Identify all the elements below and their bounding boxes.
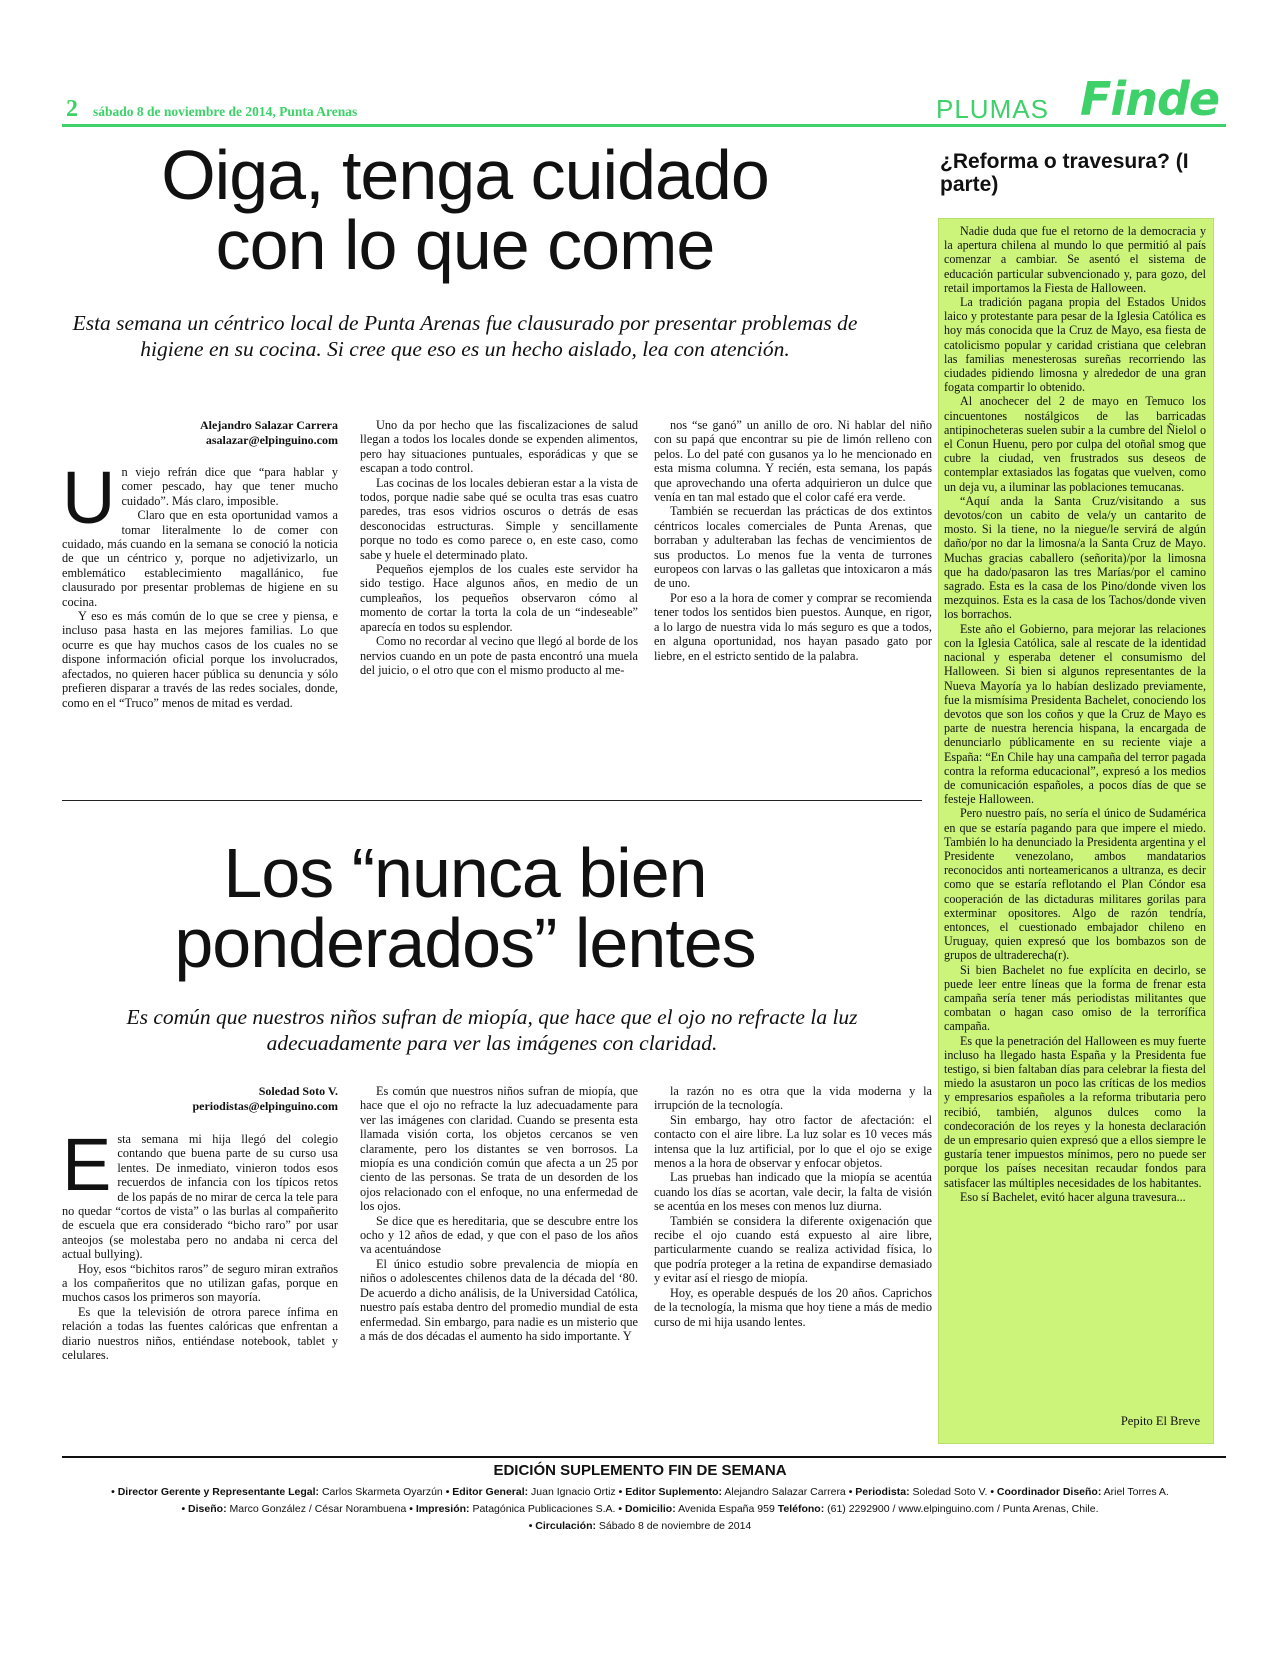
paragraph: Las cocinas de los locales debieran estar a la vista de todos, porque nadie sabe qué se oculta tras esas cuatro paredes, tras esos vidrios oscuros o detrás de esas desconocidas estructuras. Simple y sencillamente porque no todo es como parece o, en este caso, como sabe y huele el determinado plato. xyxy=(360,475,638,562)
paragraph: Pequeños ejemplos de los cuales este servidor ha sido testigo. Hace algunos años, en medio de un cumpleaños, los pequeños observaron cómo al momento de cortar la torta la cola de un “indeseable” aparecía en todos su esplendor. xyxy=(360,562,638,634)
paragraph: Al anochecer del 2 de mayo en Temuco los cincuentones nostálgicos de las barricadas antipinocheteras suelen subir a la cumbre del Ñielol o el Conun Huenu, pero por culpa del otoñal smog que cubre la ciudad, ven frustrados sus deseos de contemplar extasiados las fogatas que vuelven, como un deja vu, a iluminar las poblaciones temucanas. xyxy=(944,394,1206,494)
credit-label: • Domicilio: xyxy=(618,1503,676,1515)
article1-title xyxy=(62,136,868,284)
sidebar-signature: Pepito El Breve xyxy=(1120,1414,1200,1428)
article2-column-3 xyxy=(654,1084,932,1329)
credit-label: • Editor Suplemento: xyxy=(618,1486,723,1498)
paragraph: Se dice que es hereditaria, que se descubre entre los ocho y 12 años de edad, y que con el paso de los años va acentuándose xyxy=(360,1213,638,1257)
paragraph: Pero nuestro país, no sería el único de Sudamérica en que se estaría pagando para que impere el miedo. También lo ha denunciado la Presidenta argentina y el Presidente venezolano, ambos mandatarios reconocidos anti norteamericanos a ultranza, es decir como que se estaría reflotando el Plan Cóndor esa cooperación de las dictaduras militares gorilas para exterminar opositores. Algo de razón tendría, entonces, el cuestionado embajador chileno en Uruguay, quien expresó que los bombazos son de grupos de ultraderecha(r). xyxy=(944,806,1206,963)
article1-author: Alejandro Salazar Carrera xyxy=(200,418,338,432)
article-divider xyxy=(62,800,922,801)
credit-label: Teléfono: xyxy=(777,1503,825,1515)
paragraph: Las pruebas han indicado que la miopía se acentúa cuando los días se acortan, vale decir, la falta de visión se acentúa en los meses con menos luz diurna. xyxy=(654,1170,932,1214)
credit-value: Carlos Skarmeta Oyarzún xyxy=(319,1486,446,1498)
paragraph: sta semana mi hija llegó del colegio contando que buena parte de su curso usa lentes. De inmediato, vinieron todos esos recuerdos de infancia con los típicos retos de los papás de no mirar de cerca la tele para no quedar “cortos de vista” o las burlas al compañerito de escuela que era considerado “bicho raro” por usar anteojos (se molestaba pero no andaba ni cerca del actual bullying). xyxy=(62,1132,338,1262)
page-number: 2 xyxy=(66,96,78,122)
article2-deck: Es común que nuestros niños sufran de miopía, que hace que el ojo no refracte la luz adecuadamente para ver las imágenes con claridad. xyxy=(126,1005,858,1055)
footer-title: EDICIÓN SUPLEMENTO FIN DE SEMANA xyxy=(493,1462,787,1479)
article1-column-1 xyxy=(62,456,338,710)
article1-column-3 xyxy=(654,418,932,663)
paragraph: Es común que nuestros niños sufran de miopía, que hace que el ojo no refracte la luz adecuadamente para ver las imágenes con claridad. Cuando se presenta esta llamada visión corta, los objetos cercanos se ven claramente, pero los distantes se ven borrosos. La miopía es una condición común que afecta a un 25 por ciento de las personas. Se trata de un desorden de los ojos relacionado con el enfoque, no una enfermedad de los ojos. xyxy=(360,1084,638,1214)
article2-column-1 xyxy=(62,1123,338,1363)
paragraph: la razón no es otra que la vida moderna y la irrupción de la tecnología. xyxy=(654,1084,932,1113)
paragraph: n viejo refrán dice que “para hablar y comer pescado, hay que tener mucho cuidado”. Más claro, imposible. xyxy=(121,465,338,508)
paragraph: Nadie duda que fue el retorno de la democracia y la apertura chilena al mundo lo que permitió al país comenzar a cambiar. Se asentó el sistema de educación particular subvencionado y, para gozo, del retail importamos la Fiesta de Halloween. xyxy=(944,224,1206,295)
article2-author: Soledad Soto V. xyxy=(258,1084,338,1098)
article2-column-2 xyxy=(360,1084,638,1343)
credit-value: Ariel Torres A. xyxy=(1101,1486,1169,1498)
paragraph: “Aquí anda la Santa Cruz/visitando a sus devotos/con un cabito de vela/y un cantarito de mosto. Si la tiene, no la niegue/le servirá de algún daño/por no dar la limosna/a la Santa Cruz de Mayo. Muchas gracias caballero (señorita)/por la limosna que ha dado/pasaron las tres Marías/por el camino sagrado. Esta es la casa de los Pino/donde viven los mezquinos. Esta es la casa de los Tachos/donde viven los borrachos. xyxy=(944,493,1206,622)
credit-value: Patagónica Publicaciones S.A. xyxy=(469,1503,619,1515)
article1-title-line2: con lo que come xyxy=(215,206,715,284)
section-brand-logo: Finde xyxy=(1080,72,1220,126)
paragraph: Uno da por hecho que las fiscalizaciones de salud llegan a todos los locales donde se expenden alimentos, pero hay situaciones puntuales, esporádicas y que se escapan a todo control. xyxy=(360,418,638,476)
article2-title-line1: Los “nunca bien xyxy=(223,834,707,912)
article1-column-2 xyxy=(360,418,638,677)
article2-title-line2: ponderados” lentes xyxy=(174,904,756,982)
paragraph: Este año el Gobierno, para mejorar las relaciones con la Iglesia Católica, sale al rescate de la identidad nacional y esperaba detener el consumismo del Halloween. Si bien si algunos representantes de la Nueva Mayoría ya lo habían deslizado previamente, fue la mismísima Presidenta Bachelet, conociendo los devotos que son los coños y que la Cruz de Mayo es parte de nuestra herencia hispana, la encargada de denunciarlo públicamente en su reciente viaje a España: “En Chile hay una campaña del terror pagada contra la reforma educacional”, expresó a los medios de comunicación españoles, a pocos días de que se festeje Halloween. xyxy=(944,621,1206,807)
section-label: PLUMAS xyxy=(936,94,1049,124)
paragraph: El único estudio sobre prevalencia de miopía en niños o adolescentes chilenos data de la década del ‘80. De acuerdo a dicho análisis, de la Universidad Católica, nuestro país estaba dentro del promedio mundial de esta enfermedad. Sin embargo, para nadie es un misterio que a más de dos décadas el aumento ha sido importante. Y xyxy=(360,1256,638,1343)
footer-rule xyxy=(62,1456,1226,1458)
paragraph: Es que la televisión de otrora parece ínfima en relación a todas las fuentes calóricas que enfrentan a diario nuestros niños, entiéndase notebook, tablet y celulares. xyxy=(62,1304,338,1363)
article1-deck: Esta semana un céntrico local de Punta Arenas fue clausurado por presentar problemas de higiene en su cocina. Si cree que eso es un hecho aislado, lea con atención. xyxy=(72,311,858,361)
footer-credits-line-3 xyxy=(0,1519,1280,1534)
date-line: sábado 8 de noviembre de 2014, Punta Arenas xyxy=(93,104,358,119)
sidebar-title: ¿Reforma o travesura? (I parte) xyxy=(940,150,1189,196)
article2-byline xyxy=(62,1084,338,1114)
credit-label: • Periodista: xyxy=(848,1486,910,1498)
paragraph: Sin embargo, hay otro factor de afectación: el contacto con el aire libre. La luz solar es 10 veces más intensa que la luz artificial, por lo que el ojo se exige menos a la hora de observar y enfocar objetos. xyxy=(654,1112,932,1171)
paragraph: nos “se ganó” un anillo de oro. Ni hablar del niño con su papá que encontrar su pie de limón relleno con pelos. Lo del paté con gusanos ya lo he mencionado en esta misma columna. Y recién, esta semana, los papás que aprovechando una oferta adquirieron un dulce que venía en tan mal estado que el color café era verde. xyxy=(654,418,932,505)
paragraph: Hoy, es operable después de los 20 años. Caprichos de la tecnología, la misma que hoy tiene a más de medio curso de mi hija usando lentes. xyxy=(654,1285,932,1329)
credit-value: Sábado 8 de noviembre de 2014 xyxy=(595,1520,752,1532)
credit-label: • Coordinador Diseño: xyxy=(990,1486,1102,1498)
credit-value: Soledad Soto V. xyxy=(909,1486,991,1498)
paragraph: Por eso a la hora de comer y comprar se recomienda tener todos los sentidos bien puestos. Aunque, en rigor, a lo largo de nuestra vida lo más seguro es que a todos, en alguna oportunidad, nos hayan pasado gato por liebre, en el estricto sentido de la palabra. xyxy=(654,590,932,663)
paragraph: Claro que en esta oportunidad vamos a tomar literalmente lo de comer con cuidado, más cuando en la semana se conoció la noticia de que un céntrico y, porque no adjetivizarlo, un emblemático establecimiento magallánico, fue clausurado por presentar problemas de higiene en su cocina. xyxy=(62,508,338,609)
paragraph: La tradición pagana propia del Estados Unidos laico y protestante para pesar de la Iglesia Católica es hoy más conocida que la Cruz de Mayo, esa fiesta de catolicismo popular y caridad cristiana que celebran las familias menesterosas sureñas recorriendo las ciudades pidiendo limosna y alrededor de una gran fogata compartir lo obtenido. xyxy=(944,295,1206,395)
paragraph: Como no recordar al vecino que llegó al borde de los nervios cuando en un pote de pasta encontró una muela del juicio, o el otro que con el mismo producto al me- xyxy=(360,634,638,677)
article1-drop-cap: U xyxy=(62,456,116,539)
paragraph: Hoy, esos “bichitos raros” de seguro miran extraños a los compañeritos que no utilizan gafas, porque en muchos casos los primeros son mayoría. xyxy=(62,1261,338,1305)
credit-label: • Circulación: xyxy=(528,1520,596,1532)
header-rule xyxy=(62,124,1226,127)
credit-value: Juan Ignacio Ortiz xyxy=(528,1486,619,1498)
paragraph: Eso sí Bachelet, evitó hacer alguna travesura... xyxy=(960,1189,1186,1204)
article2-drop-cap: E xyxy=(62,1123,112,1206)
sidebar-text xyxy=(944,224,1206,1204)
paragraph: Y eso es más común de lo que se cree y piensa, e incluso pasa hasta en las mejores familias. Lo que ocurre es que hay muchos casos de los cuales no se dispone información oficial porque los involucrados, afectados, no quieren hacer pública su denuncia y sólo prefieren disparar a través de las redes sociales, donde, como en el “Truco” menos de mitad es verdad. xyxy=(62,609,338,710)
footer-credits-line-1 xyxy=(0,1485,1280,1500)
paragraph: Si bien Bachelet no fue explícita en decirlo, se puede leer entre líneas que la forma de frenar esta campaña sería tener más periodistas militantes que combatan o hagan caso omiso de la terrorífica campaña. xyxy=(944,962,1206,1034)
article2-email: periodistas@elpinguino.com xyxy=(192,1099,338,1113)
paragraph: También se considera la diferente oxigenación que recibe el ojo cuando está expuesto al aire libre, particularmente cuando se realiza actividad física, lo que podría proteger a la retina de expandirse demasiado y evitar así el riesgo de miopía. xyxy=(654,1213,932,1286)
credit-value: Avenida España 959 xyxy=(675,1503,778,1515)
paragraph: Es que la penetración del Halloween es muy fuerte incluso ha llegado hasta España y la Presidenta fue testigo, si bien faltaban días para celebrar la fiesta del miedo la asustaron un poco las críticas de los medios y empresarios españoles a la reforma tributaria pero recibió, también, algunos dulces como la condecoración de los reyes y la honesta declaración de un empresario quien expresó que a ellos siempre le gustaría tener impuestos mínimos, pero no puede ser porque los países necesitan recaudar fondos para satisfacer las múltiples necesidades de los habitantes. xyxy=(944,1033,1206,1190)
credit-label: • Impresión: xyxy=(409,1503,470,1515)
footer-credits-line-2 xyxy=(0,1502,1280,1517)
credit-value: Marco González / César Norambuena xyxy=(226,1503,410,1515)
credit-label: • Director Gerente y Representante Legal: xyxy=(111,1486,320,1498)
article1-email: asalazar@elpinguino.com xyxy=(205,433,338,447)
article1-title-line1: Oiga, tenga cuidado xyxy=(161,136,769,214)
credit-label: • Diseño: xyxy=(181,1503,227,1515)
credit-value: Alejandro Salazar Carrera xyxy=(722,1486,849,1498)
article1-byline xyxy=(62,418,338,448)
article2-title xyxy=(62,834,868,982)
credit-value: (61) 2292900 / www.elpinguino.com / Punta Arenas, Chile. xyxy=(824,1503,1099,1515)
credit-label: • Editor General: xyxy=(445,1486,529,1498)
paragraph: También se recuerdan las prácticas de dos extintos céntricos locales comerciales de Punta Arenas, que borraban y adulteraban las fechas de vencimientos de sus productos. Lo menos fue la venta de turrones europeos con larvas o las galletas que intoxicaron a más de uno. xyxy=(654,504,932,591)
